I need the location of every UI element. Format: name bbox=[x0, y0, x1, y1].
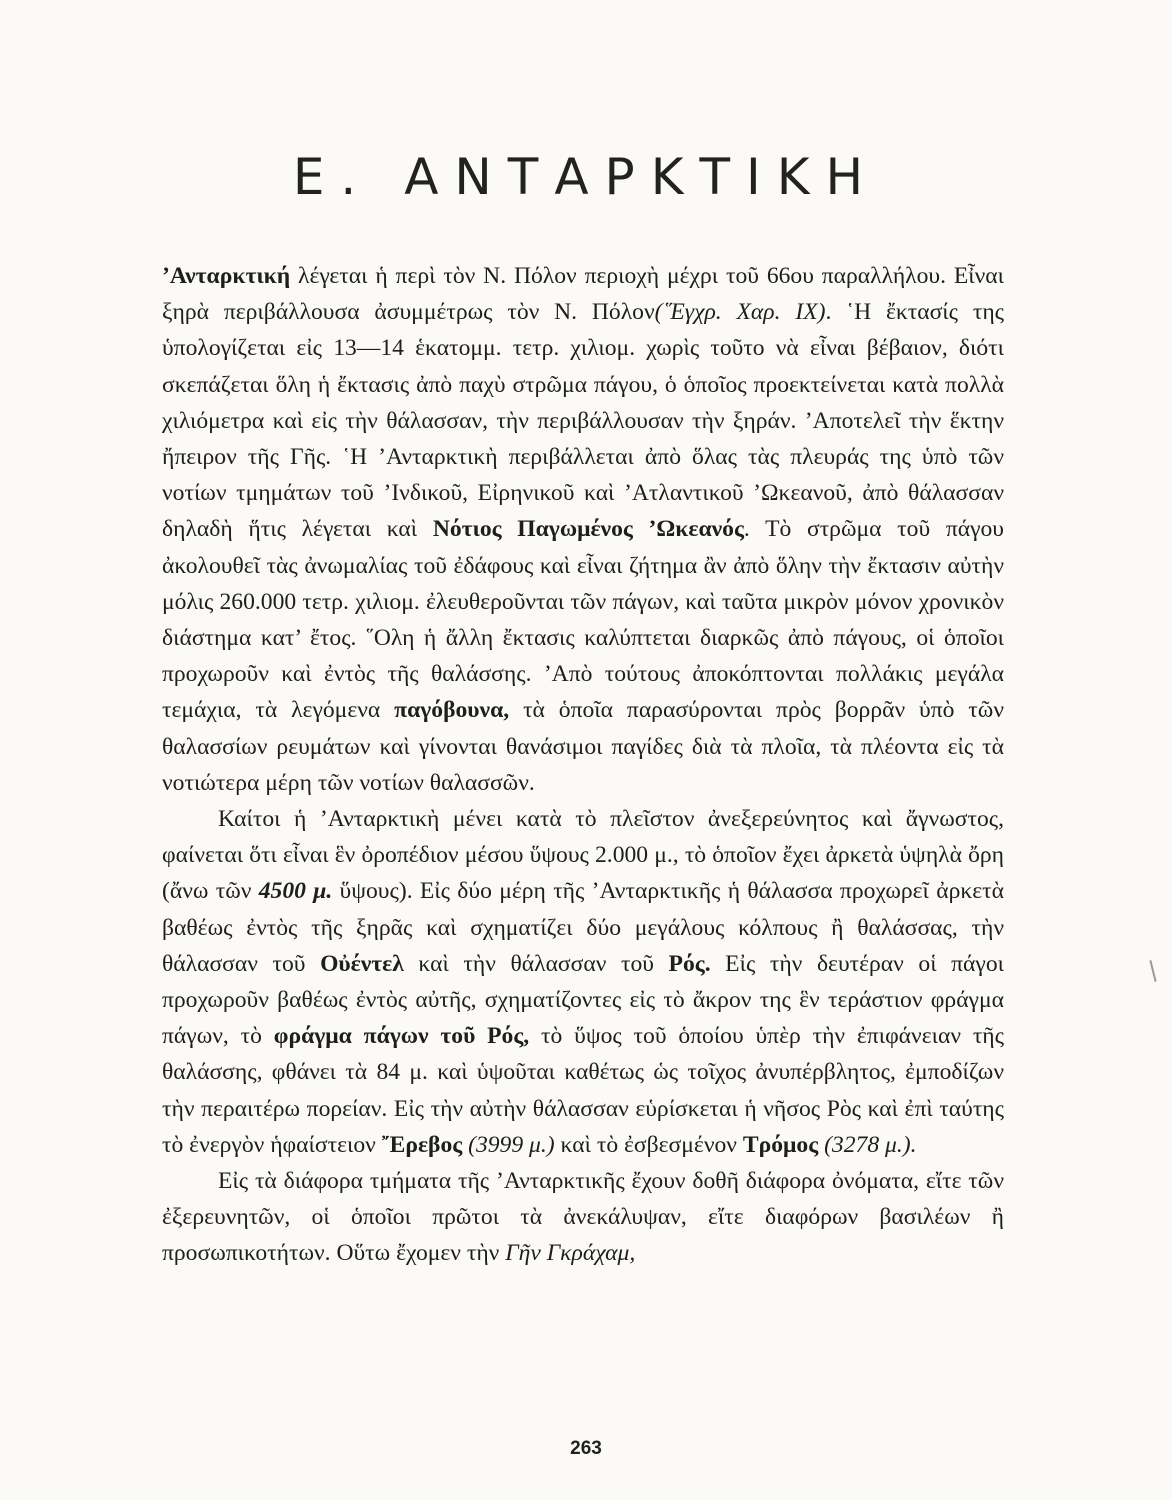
italic-text: (3999 μ.) bbox=[468, 1131, 555, 1158]
paragraph-1 bbox=[162, 258, 1004, 801]
text-run: τὸ ὕψος τοῦ ὁποίου ὑπὲρ τὴν ἐπιφάνειαν τῆς θαλάσσης, φθάνει τὰ 84 μ. καὶ ὑψοῦται καθέτως ὡς τοῖχος ἀνυπέρβλητος, ἐμποδίζων τὴν περαιτέρω πορείαν. Εἰς τὴν αὐτὴν θάλασσαν εὑρίσκεται ἡ νῆσος Ρὸς καὶ ἐπὶ ταύτης τὸ ἐνεργὸν ἡφαίστειον bbox=[162, 1023, 1004, 1158]
text-run: . Τὸ στρῶμα τοῦ πάγου ἀκολουθεῖ τὰς ἀνωμαλίας τοῦ ἐδάφους καὶ εἶναι ζήτημα ἂν ἀπὸ ὅλην τὴν ἔκτασιν αὐτὴν μόλις 260.000 τετρ. χιλιομ. ἐλευθεροῦνται τῶν πάγων, καὶ ταῦτα μικρὸν μόνον χρονικὸν διάστημα κατ’ ἔτος. ῞Ολη ἡ ἄλλη ἔκτασις καλύπτεται διαρκῶς ἀπὸ πάγους, οἱ ὁποῖοι προχωροῦν καὶ ἐντὸς τῆς θαλάσσης. ’Απὸ τούτους ἀποκόπτονται πολλάκις μεγάλα τεμάχια, τὰ λεγόμενα bbox=[162, 516, 1004, 724]
italic-text: (῞Εγχρ. Χαρ. IX) bbox=[654, 299, 826, 326]
paragraph-2 bbox=[162, 801, 1004, 1163]
bold-italic-text: 4500 μ. bbox=[258, 878, 333, 905]
bold-term: παγόβουνα, bbox=[394, 697, 510, 724]
text-run: Καίτοι ἡ ’Ανταρκτικὴ μένει κατὰ τὸ πλεῖστον ἀνεξερεύνητος καὶ ἄγνωστος, φαίνεται ὅτι εἶναι ἓν ὀροπέδιον μέσου ὕψους 2.000 μ., τὸ ὁποῖον ἔχει ἀρκετὰ ὑψηλὰ ὄρη (ἄνω τῶν bbox=[162, 806, 1004, 905]
text-run: λέγεται ἡ περὶ τὸν Ν. Πόλον περιοχὴ μέχρι τοῦ 66ου παραλλήλου. Εἶναι ξηρὰ περιβάλλουσα ἀσυμμέτρως τὸν Ν. Πόλον bbox=[162, 263, 1004, 326]
text-run: τὰ ὁποῖα παρασύρονται πρὸς βορρᾶν ὑπὸ τῶν θαλασσίων ρευμάτων καὶ γίνονται θανάσιμοι παγίδες διὰ τὰ πλοῖα, τὰ πλέοντα εἰς τὰ νοτιώτερα μέρη τῶν νοτίων θαλασσῶν. bbox=[162, 697, 1004, 796]
text-run: Εἰς τὰ διάφορα τμήματα τῆς ’Ανταρκτικῆς ἔχουν δοθῆ διάφορα ὀνόματα, εἴτε τῶν ἐξερευνητῶν, οἱ ὁποῖοι πρῶτοι τὰ ἀνεκάλυψαν, εἴτε διαφόρων βασιλέων ἢ προσωπικοτήτων. Οὕτω ἔχομεν τὴν bbox=[162, 1168, 1004, 1267]
bold-term: φράγμα πάγων τοῦ Ρός, bbox=[273, 1023, 530, 1050]
bold-term: ῎Ερεβος bbox=[381, 1131, 463, 1158]
page-body bbox=[162, 258, 1004, 1272]
text-run: καὶ τὴν θάλασσαν τοῦ bbox=[403, 950, 669, 977]
bold-term: Τρόμος bbox=[742, 1131, 819, 1158]
bold-term: Οὐέντελ bbox=[320, 950, 404, 977]
bold-term: Νότιος Παγωμένος ’Ωκεανός bbox=[432, 516, 744, 543]
italic-text: (3278 μ.). bbox=[824, 1131, 917, 1158]
text-run: καὶ τὸ ἐσβεσμένον bbox=[554, 1131, 743, 1158]
scan-speck bbox=[1149, 960, 1156, 982]
bold-term: ’Ανταρκτική bbox=[162, 263, 291, 289]
italic-text: Γῆν Γκράχαμ, bbox=[505, 1240, 636, 1267]
bold-term: Ρός. bbox=[668, 950, 711, 977]
chapter-title: Ε. ΑΝΤΑΡΚΤΙΚΗ bbox=[292, 148, 880, 206]
text-run: Εἰς τὴν δευτέραν οἱ πάγοι προχωροῦν βαθέως ἐντὸς αὐτῆς, σχηματίζοντες εἰς τὸ ἄκρον της ἓν τεράστιον φράγμα πάγων, τὸ bbox=[162, 950, 1004, 1050]
text-run: ὕψους). Εἰς δύο μέρη τῆς ’Ανταρκτικῆς ἡ θάλασσα προχωρεῖ ἀρκετὰ βαθέως ἐντὸς τῆς ξηρᾶς καὶ σχηματίζει δύο μεγάλους κόλπους ἢ θαλάσσας, τὴν θάλασσαν τοῦ bbox=[162, 878, 1004, 977]
text-run: . ῾Η ἔκτασίς της ὑπολογίζεται εἰς 13—14 ἑκατομμ. τετρ. χιλιομ. χωρὶς τοῦτο νὰ εἶναι βέβαιον, διότι σκεπάζεται ὅλη ἡ ἔκτασις ἀπὸ παχὺ στρῶμα πάγου, ὁ ὁποῖος προεκτείνεται κατὰ πολλὰ χιλιόμετρα καὶ εἰς τὴν θάλασσαν, τὴν περιβάλλουσαν τὴν ξηράν. ’Αποτελεῖ τὴν ἕκτην ἤπειρον τῆς Γῆς. ῾Η ’Ανταρκτικὴ περιβάλλεται ἀπὸ ὅλας τὰς πλευράς της ὑπὸ τῶν νοτίων τμημάτων τοῦ ’Ινδικοῦ, Εἰρηνικοῦ καὶ ’Ατλαντικοῦ ’Ωκεανοῦ, ἀπὸ θάλασσαν δηλαδὴ ἥτις λέγεται καὶ bbox=[162, 299, 1004, 543]
page-number: 263 bbox=[570, 1438, 602, 1459]
paragraph-3 bbox=[162, 1163, 1004, 1272]
